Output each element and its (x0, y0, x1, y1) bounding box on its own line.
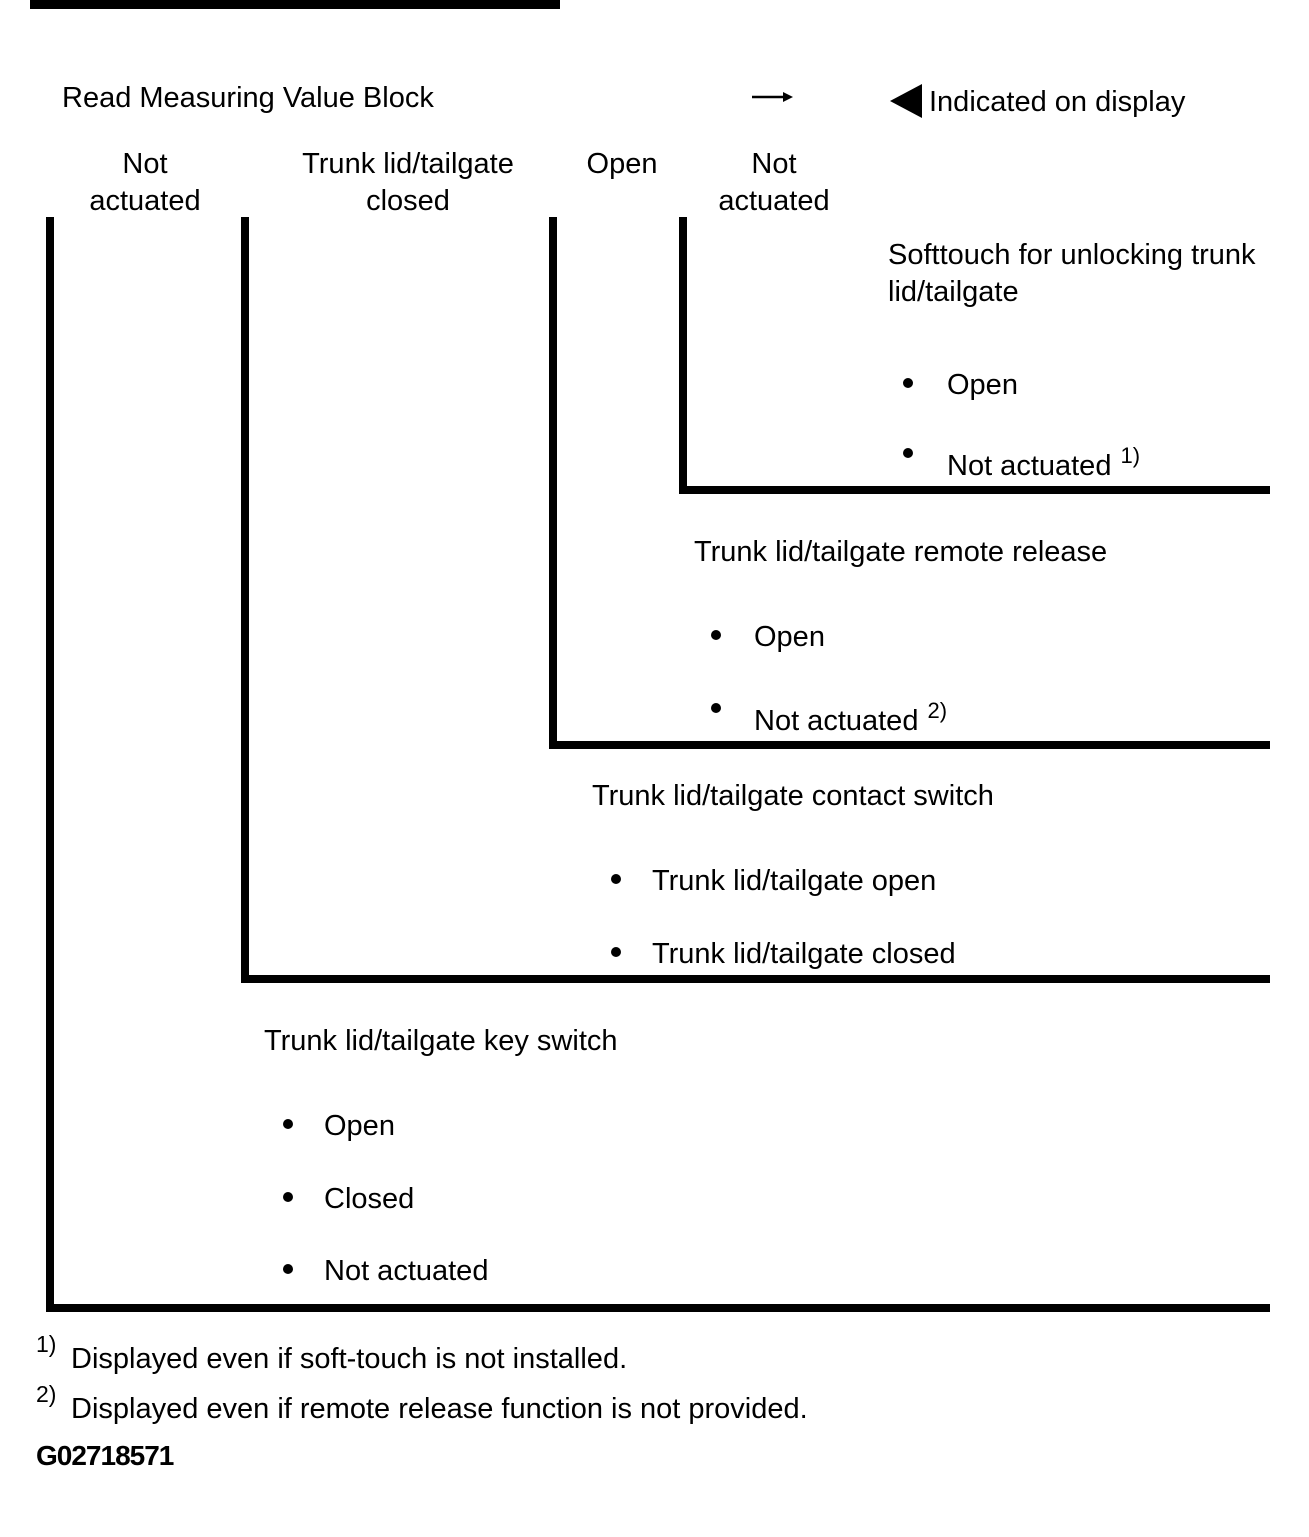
page-title: Read Measuring Value Block (62, 82, 434, 114)
arrow-right-icon (752, 89, 794, 105)
bullet-icon (283, 1119, 293, 1129)
bracket-line-vertical-1 (46, 217, 54, 1312)
bullet-label: Open (947, 369, 1018, 401)
bracket-line-vertical-4 (679, 217, 687, 494)
bracket-line-horizontal-contact (241, 975, 1270, 983)
bullet-icon (283, 1192, 293, 1202)
bullet-icon (903, 448, 913, 458)
bracket-line-horizontal-key (46, 1304, 1270, 1312)
bullet-label: Trunk lid/tailgate open (652, 865, 937, 897)
bullet-label: Not actuated $^{2)}$ (754, 698, 948, 737)
bracket-line-vertical-3 (549, 217, 557, 749)
bullet-superscript: 1) (1120, 443, 1141, 468)
bullet-label: Trunk lid/tailgate closed (652, 938, 956, 970)
bullet-label: Open (324, 1110, 395, 1142)
bullet-superscript: 2) (927, 698, 948, 723)
bracket-line-vertical-2 (241, 217, 249, 983)
bullet-icon (711, 630, 721, 640)
section-title-remote-release: Trunk lid/tailgate remote release (694, 536, 1108, 568)
bullet-label: Open (754, 621, 825, 653)
top-edge-bar (30, 0, 560, 9)
bullet-label: Not actuated $^{1)}$ (947, 443, 1141, 482)
column-header-trunk-closed: Trunk lid/tailgate closed (302, 148, 514, 217)
footnote-text: Displayed even if soft-touch is not installed. (71, 1343, 628, 1375)
bullet-icon (611, 947, 621, 957)
bullet-icon (903, 378, 913, 388)
bullet-label: Not actuated (324, 1255, 489, 1287)
column-header-not-actuated-1: Not actuated (89, 148, 201, 217)
bracket-line-horizontal-remote (549, 741, 1270, 749)
bracket-line-horizontal-softtouch (679, 486, 1270, 494)
display-indicator-icon (890, 84, 922, 118)
bullet-icon (711, 703, 721, 713)
section-title-key-switch: Trunk lid/tailgate key switch (264, 1025, 618, 1057)
footnote-marker: 2) (36, 1381, 57, 1407)
section-title-contact-switch: Trunk lid/tailgate contact switch (592, 780, 994, 812)
footnote-text: Displayed even if remote release function is not provided. (71, 1393, 808, 1425)
figure-id: G02718571 (36, 1440, 174, 1471)
column-header-not-actuated-2: Not actuated (718, 148, 830, 217)
bullet-icon (283, 1264, 293, 1274)
section-title-softtouch: Softtouch for unlocking trunk lid/tailgate (888, 239, 1256, 308)
column-header-open: Open (586, 148, 658, 180)
footnote-marker: 1) (36, 1331, 57, 1357)
bullet-label: Closed (324, 1183, 415, 1215)
bullet-icon (611, 874, 621, 884)
display-indicator-label: Indicated on display (929, 86, 1186, 118)
